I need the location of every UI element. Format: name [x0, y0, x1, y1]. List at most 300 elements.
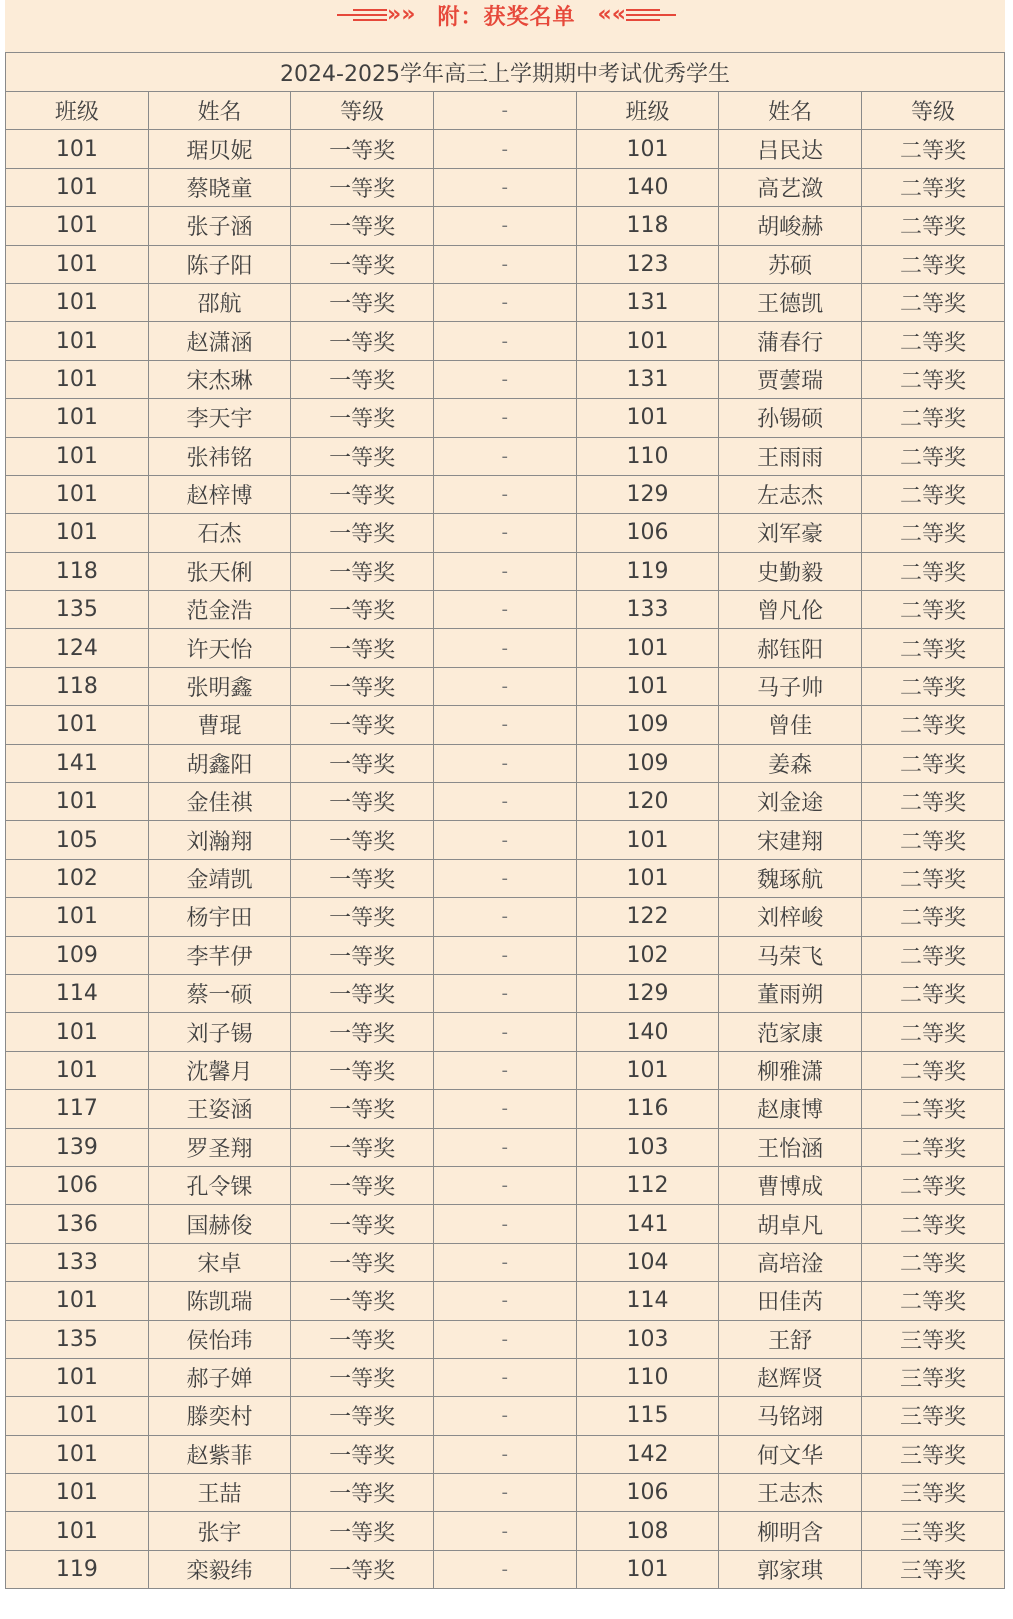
table-row — [6, 706, 1005, 744]
name-cell: 胡卓凡 — [719, 1205, 862, 1243]
table-row — [6, 1090, 1005, 1128]
award-level-cell: 一等奖 — [291, 1205, 434, 1243]
separator-cell: - — [433, 207, 576, 245]
table-row — [6, 1435, 1005, 1473]
award-level-cell: 一等奖 — [291, 399, 434, 437]
award-level-cell: 一等奖 — [291, 514, 434, 552]
award-level-cell: 一等奖 — [291, 783, 434, 821]
separator-cell: - — [433, 283, 576, 321]
award-level-cell: 二等奖 — [861, 936, 1004, 974]
class-cell: 124 — [6, 629, 149, 667]
separator-cell: - — [433, 437, 576, 475]
award-level-cell: 三等奖 — [861, 1358, 1004, 1396]
name-cell: 贾蕓瑞 — [719, 360, 862, 398]
class-cell: 102 — [576, 936, 719, 974]
separator-cell: - — [433, 1512, 576, 1550]
separator-cell: - — [433, 1282, 576, 1320]
class-cell: 135 — [6, 591, 149, 629]
class-cell: 122 — [576, 898, 719, 936]
class-cell: 133 — [6, 1243, 149, 1281]
award-level-cell: 一等奖 — [291, 1435, 434, 1473]
award-level-cell: 二等奖 — [861, 1051, 1004, 1089]
table-row — [6, 552, 1005, 590]
class-cell: 118 — [576, 207, 719, 245]
column-header: 姓名 — [148, 92, 291, 130]
class-cell: 103 — [576, 1128, 719, 1166]
award-level-cell: 三等奖 — [861, 1435, 1004, 1473]
name-cell: 曾佳 — [719, 706, 862, 744]
table-row — [6, 1512, 1005, 1550]
table-row — [6, 1474, 1005, 1512]
award-level-cell: 二等奖 — [861, 974, 1004, 1012]
award-level-cell: 一等奖 — [291, 130, 434, 168]
separator-cell: - — [433, 1090, 576, 1128]
table-row — [6, 245, 1005, 283]
award-level-cell: 一等奖 — [291, 1474, 434, 1512]
table-row — [6, 1166, 1005, 1204]
class-cell: 101 — [6, 514, 149, 552]
award-level-cell: 一等奖 — [291, 168, 434, 206]
class-cell: 101 — [6, 1358, 149, 1396]
name-cell: 宋建翔 — [719, 821, 862, 859]
award-level-cell: 二等奖 — [861, 1090, 1004, 1128]
award-level-cell: 一等奖 — [291, 437, 434, 475]
class-cell: 101 — [6, 1282, 149, 1320]
name-cell: 何文华 — [719, 1435, 862, 1473]
table-row — [6, 898, 1005, 936]
class-cell: 114 — [6, 974, 149, 1012]
class-cell: 135 — [6, 1320, 149, 1358]
class-cell: 101 — [576, 1051, 719, 1089]
name-cell: 金靖凯 — [148, 859, 291, 897]
award-level-cell: 一等奖 — [291, 1358, 434, 1396]
class-cell: 101 — [6, 898, 149, 936]
table-row — [6, 1243, 1005, 1281]
award-level-cell: 一等奖 — [291, 629, 434, 667]
table-row — [6, 783, 1005, 821]
class-cell: 119 — [576, 552, 719, 590]
name-cell: 孙锡硕 — [719, 399, 862, 437]
class-cell: 101 — [6, 1512, 149, 1550]
class-cell: 129 — [576, 475, 719, 513]
award-level-cell: 一等奖 — [291, 859, 434, 897]
name-cell: 郝钰阳 — [719, 629, 862, 667]
award-level-cell: 一等奖 — [291, 821, 434, 859]
table-row — [6, 399, 1005, 437]
table-row — [6, 591, 1005, 629]
name-cell: 栾毅纬 — [148, 1550, 291, 1588]
class-cell: 101 — [6, 1435, 149, 1473]
class-cell: 101 — [6, 1013, 149, 1051]
class-cell: 109 — [576, 744, 719, 782]
award-level-cell: 二等奖 — [861, 591, 1004, 629]
award-level-cell: 一等奖 — [291, 1282, 434, 1320]
name-cell: 赵康博 — [719, 1090, 862, 1128]
table-row — [6, 1397, 1005, 1435]
award-level-cell: 一等奖 — [291, 706, 434, 744]
award-level-cell: 三等奖 — [861, 1474, 1004, 1512]
class-cell: 108 — [576, 1512, 719, 1550]
separator-cell: - — [433, 821, 576, 859]
column-header: 姓名 — [719, 92, 862, 130]
name-cell: 王怡涵 — [719, 1128, 862, 1166]
class-cell: 139 — [6, 1128, 149, 1166]
class-cell: 101 — [6, 168, 149, 206]
class-cell: 103 — [576, 1320, 719, 1358]
name-cell: 赵紫菲 — [148, 1435, 291, 1473]
name-cell: 刘梓峻 — [719, 898, 862, 936]
separator-cell: - — [433, 783, 576, 821]
class-cell: 101 — [576, 399, 719, 437]
double-chevron-left-icon: «« — [597, 2, 626, 27]
class-cell: 109 — [576, 706, 719, 744]
award-level-cell: 一等奖 — [291, 360, 434, 398]
separator-cell: - — [433, 898, 576, 936]
class-cell: 136 — [6, 1205, 149, 1243]
award-level-cell: 二等奖 — [861, 1205, 1004, 1243]
award-level-cell: 二等奖 — [861, 1128, 1004, 1166]
separator-cell: - — [433, 322, 576, 360]
name-cell: 苏硕 — [719, 245, 862, 283]
name-cell: 高艺潋 — [719, 168, 862, 206]
award-level-cell: 二等奖 — [861, 1166, 1004, 1204]
separator-cell: - — [433, 552, 576, 590]
name-cell: 郝子婵 — [148, 1358, 291, 1396]
name-cell: 琚贝妮 — [148, 130, 291, 168]
separator-cell: - — [433, 1435, 576, 1473]
award-level-cell: 二等奖 — [861, 1282, 1004, 1320]
table-row — [6, 168, 1005, 206]
class-cell: 101 — [576, 667, 719, 705]
award-level-cell: 二等奖 — [861, 322, 1004, 360]
heading-decoration-right — [598, 4, 676, 26]
name-cell: 胡鑫阳 — [148, 744, 291, 782]
class-cell: 101 — [6, 130, 149, 168]
name-cell: 董雨朔 — [719, 974, 862, 1012]
class-cell: 106 — [576, 1474, 719, 1512]
name-cell: 赵辉贤 — [719, 1358, 862, 1396]
award-level-cell: 一等奖 — [291, 552, 434, 590]
award-level-cell: 一等奖 — [291, 1320, 434, 1358]
name-cell: 蔡晓童 — [148, 168, 291, 206]
class-cell: 110 — [576, 437, 719, 475]
award-level-cell: 二等奖 — [861, 437, 1004, 475]
name-cell: 刘子锡 — [148, 1013, 291, 1051]
table-body — [6, 130, 1005, 1589]
name-cell: 宋杰琳 — [148, 360, 291, 398]
separator-cell: - — [433, 1474, 576, 1512]
award-level-cell: 三等奖 — [861, 1512, 1004, 1550]
separator-cell: - — [433, 1320, 576, 1358]
name-cell: 魏琢航 — [719, 859, 862, 897]
class-cell: 105 — [6, 821, 149, 859]
separator-cell: - — [433, 360, 576, 398]
section-heading — [0, 0, 1013, 30]
separator-cell: - — [433, 1128, 576, 1166]
class-cell: 101 — [6, 399, 149, 437]
separator-cell: - — [433, 245, 576, 283]
award-level-cell: 二等奖 — [861, 514, 1004, 552]
award-level-cell: 二等奖 — [861, 859, 1004, 897]
name-cell: 左志杰 — [719, 475, 862, 513]
class-cell: 131 — [576, 360, 719, 398]
table-row — [6, 667, 1005, 705]
award-level-cell: 二等奖 — [861, 1013, 1004, 1051]
column-header: - — [433, 92, 576, 130]
table-row — [6, 1013, 1005, 1051]
award-level-cell: 一等奖 — [291, 898, 434, 936]
class-cell: 133 — [576, 591, 719, 629]
class-cell: 101 — [6, 360, 149, 398]
name-cell: 王舒 — [719, 1320, 862, 1358]
class-cell: 110 — [576, 1358, 719, 1396]
award-level-cell: 二等奖 — [861, 130, 1004, 168]
table-row — [6, 744, 1005, 782]
separator-cell: - — [433, 1205, 576, 1243]
name-cell: 柳明含 — [719, 1512, 862, 1550]
heading-decoration-left — [337, 4, 415, 26]
award-level-cell: 三等奖 — [861, 1320, 1004, 1358]
award-table-container — [5, 52, 1005, 1589]
name-cell: 王姿涵 — [148, 1090, 291, 1128]
class-cell: 104 — [576, 1243, 719, 1281]
class-cell: 120 — [576, 783, 719, 821]
name-cell: 刘军豪 — [719, 514, 862, 552]
separator-cell: - — [433, 1550, 576, 1588]
table-row — [6, 283, 1005, 321]
name-cell: 滕奕村 — [148, 1397, 291, 1435]
class-cell: 101 — [6, 1397, 149, 1435]
name-cell: 姜森 — [719, 744, 862, 782]
table-row — [6, 475, 1005, 513]
separator-cell: - — [433, 1243, 576, 1281]
class-cell: 101 — [6, 437, 149, 475]
table-row — [6, 360, 1005, 398]
name-cell: 蒲春行 — [719, 322, 862, 360]
award-level-cell: 二等奖 — [861, 629, 1004, 667]
name-cell: 王德凯 — [719, 283, 862, 321]
name-cell: 张天俐 — [148, 552, 291, 590]
name-cell: 柳雅潇 — [719, 1051, 862, 1089]
table-header-row — [6, 92, 1005, 130]
name-cell: 邵航 — [148, 283, 291, 321]
class-cell: 119 — [6, 1550, 149, 1588]
class-cell: 118 — [6, 667, 149, 705]
name-cell: 赵梓博 — [148, 475, 291, 513]
class-cell: 101 — [6, 1474, 149, 1512]
award-level-cell: 一等奖 — [291, 207, 434, 245]
name-cell: 许天怡 — [148, 629, 291, 667]
name-cell: 张子涵 — [148, 207, 291, 245]
award-level-cell: 一等奖 — [291, 322, 434, 360]
award-level-cell: 二等奖 — [861, 283, 1004, 321]
name-cell: 刘瀚翔 — [148, 821, 291, 859]
table-row — [6, 207, 1005, 245]
separator-cell: - — [433, 859, 576, 897]
name-cell: 刘金途 — [719, 783, 862, 821]
award-level-cell: 一等奖 — [291, 1090, 434, 1128]
class-cell: 106 — [576, 514, 719, 552]
award-level-cell: 一等奖 — [291, 936, 434, 974]
class-cell: 140 — [576, 1013, 719, 1051]
separator-cell: - — [433, 936, 576, 974]
name-cell: 国赫俊 — [148, 1205, 291, 1243]
class-cell: 123 — [576, 245, 719, 283]
table-row — [6, 322, 1005, 360]
name-cell: 杨宇田 — [148, 898, 291, 936]
separator-cell: - — [433, 1051, 576, 1089]
name-cell: 曹琨 — [148, 706, 291, 744]
award-level-cell: 二等奖 — [861, 744, 1004, 782]
table-caption-row — [6, 53, 1005, 92]
name-cell: 马荣飞 — [719, 936, 862, 974]
decorative-lines-icon — [337, 9, 387, 21]
award-level-cell: 二等奖 — [861, 552, 1004, 590]
class-cell: 101 — [6, 207, 149, 245]
name-cell: 曾凡伦 — [719, 591, 862, 629]
table-row — [6, 974, 1005, 1012]
table-row — [6, 1128, 1005, 1166]
award-level-cell: 二等奖 — [861, 821, 1004, 859]
class-cell: 112 — [576, 1166, 719, 1204]
name-cell: 陈子阳 — [148, 245, 291, 283]
column-header: 等级 — [861, 92, 1004, 130]
class-cell: 101 — [576, 629, 719, 667]
class-cell: 117 — [6, 1090, 149, 1128]
name-cell: 田佳芮 — [719, 1282, 862, 1320]
name-cell: 张祎铭 — [148, 437, 291, 475]
class-cell: 101 — [6, 706, 149, 744]
table-row — [6, 1282, 1005, 1320]
award-level-cell: 一等奖 — [291, 591, 434, 629]
table-row — [6, 629, 1005, 667]
class-cell: 102 — [6, 859, 149, 897]
name-cell: 侯怡玮 — [148, 1320, 291, 1358]
table-caption: 2024-2025学年高三上学期期中考试优秀学生 — [6, 53, 1005, 92]
table-row — [6, 821, 1005, 859]
name-cell: 罗圣翔 — [148, 1128, 291, 1166]
name-cell: 王喆 — [148, 1474, 291, 1512]
class-cell: 101 — [6, 245, 149, 283]
name-cell: 李天宇 — [148, 399, 291, 437]
award-level-cell: 二等奖 — [861, 706, 1004, 744]
double-chevron-right-icon: »» — [387, 2, 416, 27]
class-cell: 101 — [576, 859, 719, 897]
award-level-cell: 二等奖 — [861, 207, 1004, 245]
class-cell: 116 — [576, 1090, 719, 1128]
award-level-cell: 一等奖 — [291, 245, 434, 283]
award-level-cell: 一等奖 — [291, 1397, 434, 1435]
table-row — [6, 1320, 1005, 1358]
separator-cell: - — [433, 399, 576, 437]
award-level-cell: 二等奖 — [861, 475, 1004, 513]
class-cell: 129 — [576, 974, 719, 1012]
name-cell: 胡峻赫 — [719, 207, 862, 245]
award-level-cell: 三等奖 — [861, 1397, 1004, 1435]
class-cell: 131 — [576, 283, 719, 321]
table-row — [6, 1205, 1005, 1243]
name-cell: 蔡一硕 — [148, 974, 291, 1012]
name-cell: 范金浩 — [148, 591, 291, 629]
table-row — [6, 437, 1005, 475]
separator-cell: - — [433, 514, 576, 552]
class-cell: 101 — [576, 821, 719, 859]
award-level-cell: 一等奖 — [291, 1243, 434, 1281]
award-level-cell: 一等奖 — [291, 1128, 434, 1166]
name-cell: 张明鑫 — [148, 667, 291, 705]
name-cell: 马子帅 — [719, 667, 862, 705]
name-cell: 郭家琪 — [719, 1550, 862, 1588]
class-cell: 101 — [6, 1051, 149, 1089]
award-level-cell: 二等奖 — [861, 360, 1004, 398]
table-row — [6, 130, 1005, 168]
class-cell: 101 — [6, 283, 149, 321]
class-cell: 115 — [576, 1397, 719, 1435]
class-cell: 141 — [576, 1205, 719, 1243]
award-level-cell: 二等奖 — [861, 783, 1004, 821]
class-cell: 141 — [6, 744, 149, 782]
award-level-cell: 二等奖 — [861, 667, 1004, 705]
award-level-cell: 二等奖 — [861, 245, 1004, 283]
award-level-cell: 一等奖 — [291, 974, 434, 1012]
class-cell: 101 — [576, 322, 719, 360]
class-cell: 101 — [576, 1550, 719, 1588]
name-cell: 范家康 — [719, 1013, 862, 1051]
separator-cell: - — [433, 667, 576, 705]
name-cell: 王雨雨 — [719, 437, 862, 475]
name-cell: 李芊伊 — [148, 936, 291, 974]
decorative-lines-icon — [626, 9, 676, 21]
class-cell: 106 — [6, 1166, 149, 1204]
table-row — [6, 514, 1005, 552]
separator-cell: - — [433, 1397, 576, 1435]
table-row — [6, 1051, 1005, 1089]
column-header: 班级 — [6, 92, 149, 130]
class-cell: 142 — [576, 1435, 719, 1473]
separator-cell: - — [433, 475, 576, 513]
award-level-cell: 一等奖 — [291, 744, 434, 782]
award-level-cell: 二等奖 — [861, 1243, 1004, 1281]
separator-cell: - — [433, 706, 576, 744]
name-cell: 沈馨月 — [148, 1051, 291, 1089]
award-level-cell: 一等奖 — [291, 1051, 434, 1089]
column-header: 等级 — [291, 92, 434, 130]
separator-cell: - — [433, 1013, 576, 1051]
table-row — [6, 936, 1005, 974]
name-cell: 孔令锞 — [148, 1166, 291, 1204]
class-cell: 114 — [576, 1282, 719, 1320]
table-row — [6, 1358, 1005, 1396]
name-cell: 陈凯瑞 — [148, 1282, 291, 1320]
separator-cell: - — [433, 591, 576, 629]
separator-cell: - — [433, 1166, 576, 1204]
award-level-cell: 一等奖 — [291, 1550, 434, 1588]
name-cell: 曹博成 — [719, 1166, 862, 1204]
name-cell: 史勤毅 — [719, 552, 862, 590]
separator-cell: - — [433, 744, 576, 782]
class-cell: 118 — [6, 552, 149, 590]
separator-cell: - — [433, 130, 576, 168]
name-cell: 金佳祺 — [148, 783, 291, 821]
class-cell: 101 — [6, 322, 149, 360]
name-cell: 王志杰 — [719, 1474, 862, 1512]
separator-cell: - — [433, 629, 576, 667]
name-cell: 赵潇涵 — [148, 322, 291, 360]
class-cell: 101 — [6, 475, 149, 513]
separator-cell: - — [433, 1358, 576, 1396]
class-cell: 101 — [6, 783, 149, 821]
table-row — [6, 1550, 1005, 1588]
